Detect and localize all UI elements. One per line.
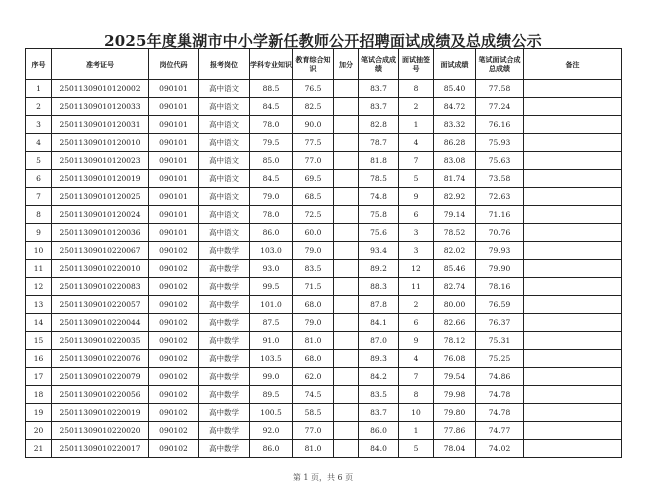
table-cell [524, 350, 622, 368]
table-cell [524, 368, 622, 386]
table-cell: 090102 [149, 332, 199, 350]
table-cell: 78.12 [434, 332, 476, 350]
column-header: 面试抽签号 [399, 49, 434, 80]
table-cell: 84.0 [359, 440, 399, 458]
table-cell: 1 [399, 116, 434, 134]
table-cell: 高中数学 [199, 278, 250, 296]
column-header: 学科专业知识 [250, 49, 293, 80]
table-cell [524, 134, 622, 152]
table-cell: 82.92 [434, 188, 476, 206]
table-cell: 72.63 [476, 188, 524, 206]
table-cell: 81.0 [293, 440, 334, 458]
table-cell: 81.8 [359, 152, 399, 170]
table-cell: 83.08 [434, 152, 476, 170]
table-cell: 13 [26, 296, 52, 314]
table-cell: 高中数学 [199, 386, 250, 404]
table-cell: 25011309010220056 [52, 386, 149, 404]
table-cell: 75.31 [476, 332, 524, 350]
table-cell: 58.5 [293, 404, 334, 422]
page-title: 2025年度巢湖市中小学新任教师公开招聘面试成绩及总成绩公示 [104, 32, 542, 50]
table-cell: 83.5 [293, 260, 334, 278]
table-cell: 21 [26, 440, 52, 458]
table-cell [524, 278, 622, 296]
table-cell: 4 [26, 134, 52, 152]
table-cell: 75.93 [476, 134, 524, 152]
table-cell: 2 [399, 98, 434, 116]
column-header: 笔试面试合成总成绩 [476, 49, 524, 80]
table-row [26, 404, 622, 422]
table-cell: 090102 [149, 404, 199, 422]
table-cell: 75.8 [359, 206, 399, 224]
table-cell [334, 224, 359, 242]
table-cell [334, 422, 359, 440]
table-cell: 25011309010120033 [52, 98, 149, 116]
table-cell: 25011309010220083 [52, 278, 149, 296]
table-cell: 高中语文 [199, 98, 250, 116]
table-row [26, 170, 622, 188]
table-row [26, 278, 622, 296]
table-cell: 12 [26, 278, 52, 296]
table-cell: 1 [26, 80, 52, 98]
column-header: 备注 [524, 49, 622, 80]
column-header: 加分 [334, 49, 359, 80]
table-cell [524, 422, 622, 440]
table-cell: 25011309010120031 [52, 116, 149, 134]
table-row [26, 260, 622, 278]
table-row [26, 152, 622, 170]
table-cell: 78.5 [359, 170, 399, 188]
table-cell [524, 170, 622, 188]
table-cell [334, 98, 359, 116]
table-cell: 25011309010120002 [52, 80, 149, 98]
table-cell: 87.0 [359, 332, 399, 350]
table-cell [334, 368, 359, 386]
table-cell: 2 [399, 296, 434, 314]
table-cell [334, 440, 359, 458]
table-cell: 79.0 [293, 242, 334, 260]
table-cell: 89.3 [359, 350, 399, 368]
table-cell: 80.00 [434, 296, 476, 314]
table-cell: 78.16 [476, 278, 524, 296]
table-cell: 4 [399, 350, 434, 368]
table-cell: 78.7 [359, 134, 399, 152]
table-cell: 4 [399, 134, 434, 152]
results-table [25, 48, 622, 458]
table-cell: 高中数学 [199, 422, 250, 440]
table-cell [524, 314, 622, 332]
table-cell: 25011309010220019 [52, 404, 149, 422]
table-cell: 81.74 [434, 170, 476, 188]
table-cell: 77.5 [293, 134, 334, 152]
table-cell: 74.78 [476, 386, 524, 404]
table-cell [524, 260, 622, 278]
column-header: 岗位代码 [149, 49, 199, 80]
table-cell: 090101 [149, 188, 199, 206]
table-cell: 高中语文 [199, 170, 250, 188]
table-cell: 高中语文 [199, 152, 250, 170]
table-cell [524, 116, 622, 134]
table-cell: 86.0 [359, 422, 399, 440]
table-cell: 74.02 [476, 440, 524, 458]
table-cell: 16 [26, 350, 52, 368]
table-cell: 75.63 [476, 152, 524, 170]
table-cell: 85.40 [434, 80, 476, 98]
table-cell [524, 242, 622, 260]
table-cell: 75.25 [476, 350, 524, 368]
table-cell: 10 [399, 404, 434, 422]
table-cell: 103.5 [250, 350, 293, 368]
table-cell: 84.5 [250, 98, 293, 116]
table-cell: 103.0 [250, 242, 293, 260]
table-cell: 77.0 [293, 152, 334, 170]
table-cell [334, 332, 359, 350]
table-cell [334, 260, 359, 278]
table-cell [334, 278, 359, 296]
table-cell: 高中数学 [199, 260, 250, 278]
table-cell: 9 [399, 332, 434, 350]
table-cell: 87.5 [250, 314, 293, 332]
table-cell: 79.80 [434, 404, 476, 422]
table-cell: 81.0 [293, 332, 334, 350]
table-cell: 62.0 [293, 368, 334, 386]
table-cell: 74.78 [476, 404, 524, 422]
table-row [26, 422, 622, 440]
table-cell [334, 170, 359, 188]
table-cell: 高中语文 [199, 80, 250, 98]
table-cell: 76.08 [434, 350, 476, 368]
table-cell [334, 314, 359, 332]
table-cell: 25011309010120025 [52, 188, 149, 206]
table-cell: 9 [26, 224, 52, 242]
table-cell: 79.14 [434, 206, 476, 224]
table-cell: 76.59 [476, 296, 524, 314]
table-cell: 74.5 [293, 386, 334, 404]
table-cell: 83.7 [359, 404, 399, 422]
table-cell [334, 116, 359, 134]
table-cell: 3 [399, 242, 434, 260]
table-cell: 7 [399, 368, 434, 386]
table-cell: 8 [399, 80, 434, 98]
table-cell [334, 80, 359, 98]
table-cell: 91.0 [250, 332, 293, 350]
table-cell: 25011309010120036 [52, 224, 149, 242]
table-cell: 79.93 [476, 242, 524, 260]
column-header: 教育综合知识 [293, 49, 334, 80]
table-cell: 78.0 [250, 116, 293, 134]
table-cell: 85.0 [250, 152, 293, 170]
table-cell: 77.58 [476, 80, 524, 98]
table-cell: 25011309010220017 [52, 440, 149, 458]
table-cell: 69.5 [293, 170, 334, 188]
table-cell: 88.3 [359, 278, 399, 296]
table-row [26, 80, 622, 98]
table-row [26, 314, 622, 332]
table-cell: 86.0 [250, 440, 293, 458]
table-cell: 14 [26, 314, 52, 332]
table-cell: 74.8 [359, 188, 399, 206]
table-cell: 82.74 [434, 278, 476, 296]
table-cell: 25011309010220010 [52, 260, 149, 278]
table-cell: 25011309010120010 [52, 134, 149, 152]
column-header: 笔试合成成绩 [359, 49, 399, 80]
table-cell [524, 206, 622, 224]
table-cell: 11 [399, 278, 434, 296]
table-cell: 99.5 [250, 278, 293, 296]
table-cell [524, 386, 622, 404]
table-row [26, 206, 622, 224]
table-cell [334, 386, 359, 404]
table-cell: 76.16 [476, 116, 524, 134]
table-cell: 高中数学 [199, 242, 250, 260]
table-cell: 7 [26, 188, 52, 206]
table-cell: 73.58 [476, 170, 524, 188]
table-cell: 高中语文 [199, 116, 250, 134]
table-cell: 82.5 [293, 98, 334, 116]
table-cell: 83.5 [359, 386, 399, 404]
table-cell: 090102 [149, 278, 199, 296]
table-cell: 84.2 [359, 368, 399, 386]
table-cell: 5 [399, 170, 434, 188]
table-row [26, 368, 622, 386]
table-cell: 100.5 [250, 404, 293, 422]
table-cell [334, 134, 359, 152]
table-cell: 高中数学 [199, 368, 250, 386]
table-cell: 5 [399, 440, 434, 458]
table-cell: 90.0 [293, 116, 334, 134]
table-cell [524, 98, 622, 116]
table-cell: 090102 [149, 260, 199, 278]
table-cell: 78.52 [434, 224, 476, 242]
table-cell: 17 [26, 368, 52, 386]
table-cell: 82.02 [434, 242, 476, 260]
table-cell: 86.0 [250, 224, 293, 242]
table-cell [524, 440, 622, 458]
table-cell: 84.5 [250, 170, 293, 188]
table-cell: 3 [26, 116, 52, 134]
table-row [26, 134, 622, 152]
table-cell: 090102 [149, 314, 199, 332]
table-cell: 15 [26, 332, 52, 350]
table-cell: 74.77 [476, 422, 524, 440]
table-cell: 101.0 [250, 296, 293, 314]
column-header: 准考证号 [52, 49, 149, 80]
table-cell [524, 296, 622, 314]
table-cell: 25011309010220035 [52, 332, 149, 350]
table-cell: 25011309010120024 [52, 206, 149, 224]
table-cell [334, 350, 359, 368]
table-cell: 78.04 [434, 440, 476, 458]
table-cell: 6 [26, 170, 52, 188]
table-cell: 090102 [149, 440, 199, 458]
table-cell: 83.7 [359, 98, 399, 116]
table-cell: 11 [26, 260, 52, 278]
table-cell: 090102 [149, 386, 199, 404]
table-row [26, 350, 622, 368]
table-row [26, 386, 622, 404]
table-cell: 72.5 [293, 206, 334, 224]
table-cell: 090102 [149, 242, 199, 260]
table-cell: 25011309010120023 [52, 152, 149, 170]
table-cell [524, 80, 622, 98]
table-cell: 68.5 [293, 188, 334, 206]
table-row [26, 98, 622, 116]
table-cell: 82.8 [359, 116, 399, 134]
table-cell: 25011309010220044 [52, 314, 149, 332]
table-row [26, 224, 622, 242]
table-cell [334, 152, 359, 170]
table-cell: 090101 [149, 98, 199, 116]
table-row [26, 296, 622, 314]
table-cell: 78.0 [250, 206, 293, 224]
table-cell: 93.0 [250, 260, 293, 278]
table-cell: 79.54 [434, 368, 476, 386]
table-cell: 79.0 [293, 314, 334, 332]
table-cell: 090101 [149, 206, 199, 224]
table-cell: 83.32 [434, 116, 476, 134]
table-cell: 71.5 [293, 278, 334, 296]
table-cell: 85.46 [434, 260, 476, 278]
table-cell [524, 188, 622, 206]
table-cell [334, 296, 359, 314]
table-cell: 88.5 [250, 80, 293, 98]
table-cell: 76.37 [476, 314, 524, 332]
column-header: 报考岗位 [199, 49, 250, 80]
table-cell: 高中数学 [199, 296, 250, 314]
table-cell: 090102 [149, 296, 199, 314]
table-cell [334, 242, 359, 260]
table-cell: 75.6 [359, 224, 399, 242]
table-cell: 高中语文 [199, 224, 250, 242]
table-cell: 090102 [149, 368, 199, 386]
table-cell: 1 [399, 422, 434, 440]
table-cell: 090102 [149, 350, 199, 368]
table-cell: 3 [399, 224, 434, 242]
table-cell: 10 [26, 242, 52, 260]
table-cell: 9 [399, 188, 434, 206]
column-header: 面试成绩 [434, 49, 476, 80]
column-header: 序号 [26, 49, 52, 80]
table-header-row [26, 49, 622, 80]
table-cell: 82.66 [434, 314, 476, 332]
table-cell: 高中语文 [199, 188, 250, 206]
table-cell: 8 [399, 386, 434, 404]
table-cell: 20 [26, 422, 52, 440]
table-cell: 090101 [149, 116, 199, 134]
table-cell [334, 404, 359, 422]
table-cell: 高中数学 [199, 350, 250, 368]
table-cell: 高中数学 [199, 404, 250, 422]
table-cell [334, 188, 359, 206]
table-cell: 60.0 [293, 224, 334, 242]
table-cell: 87.8 [359, 296, 399, 314]
table-cell: 19 [26, 404, 52, 422]
table-cell: 25011309010220067 [52, 242, 149, 260]
table-cell: 25011309010120019 [52, 170, 149, 188]
table-cell: 79.90 [476, 260, 524, 278]
table-cell: 99.0 [250, 368, 293, 386]
table-cell: 89.2 [359, 260, 399, 278]
table-cell: 25011309010220020 [52, 422, 149, 440]
table-cell: 79.5 [250, 134, 293, 152]
table-row [26, 440, 622, 458]
table-cell: 77.86 [434, 422, 476, 440]
table-cell: 74.86 [476, 368, 524, 386]
table-cell: 84.72 [434, 98, 476, 116]
table-cell: 25011309010220079 [52, 368, 149, 386]
table-cell: 090102 [149, 422, 199, 440]
table-cell: 25011309010220076 [52, 350, 149, 368]
table-cell: 6 [399, 206, 434, 224]
table-cell: 93.4 [359, 242, 399, 260]
table-cell: 84.1 [359, 314, 399, 332]
table-cell: 79.98 [434, 386, 476, 404]
table-cell: 25011309010220057 [52, 296, 149, 314]
table-row [26, 242, 622, 260]
page-footer: 第 1 页，共 6 页 [292, 473, 354, 482]
table-cell: 高中数学 [199, 314, 250, 332]
table-cell [524, 404, 622, 422]
table-row [26, 116, 622, 134]
table-cell: 090101 [149, 134, 199, 152]
table-cell [334, 206, 359, 224]
table-cell: 89.5 [250, 386, 293, 404]
table-cell: 68.0 [293, 350, 334, 368]
table-cell: 2 [26, 98, 52, 116]
table-cell: 77.0 [293, 422, 334, 440]
table-cell: 090101 [149, 170, 199, 188]
table-cell: 7 [399, 152, 434, 170]
table-cell: 090101 [149, 80, 199, 98]
table-cell: 5 [26, 152, 52, 170]
table-cell: 68.0 [293, 296, 334, 314]
table-cell [524, 332, 622, 350]
table-cell: 090101 [149, 224, 199, 242]
table-cell: 18 [26, 386, 52, 404]
table-cell: 92.0 [250, 422, 293, 440]
table-cell [524, 224, 622, 242]
table-cell: 70.76 [476, 224, 524, 242]
table-cell [524, 152, 622, 170]
table-cell: 83.7 [359, 80, 399, 98]
table-cell: 高中语文 [199, 134, 250, 152]
table-cell: 090101 [149, 152, 199, 170]
table-row [26, 332, 622, 350]
table-cell: 8 [26, 206, 52, 224]
table-cell: 71.16 [476, 206, 524, 224]
table-cell: 79.0 [250, 188, 293, 206]
table-cell: 77.24 [476, 98, 524, 116]
table-cell: 86.28 [434, 134, 476, 152]
table-cell: 76.5 [293, 80, 334, 98]
table-cell: 高中数学 [199, 332, 250, 350]
table-cell: 6 [399, 314, 434, 332]
table-row [26, 188, 622, 206]
table-cell: 高中语文 [199, 206, 250, 224]
table-cell: 高中数学 [199, 440, 250, 458]
table-cell: 12 [399, 260, 434, 278]
